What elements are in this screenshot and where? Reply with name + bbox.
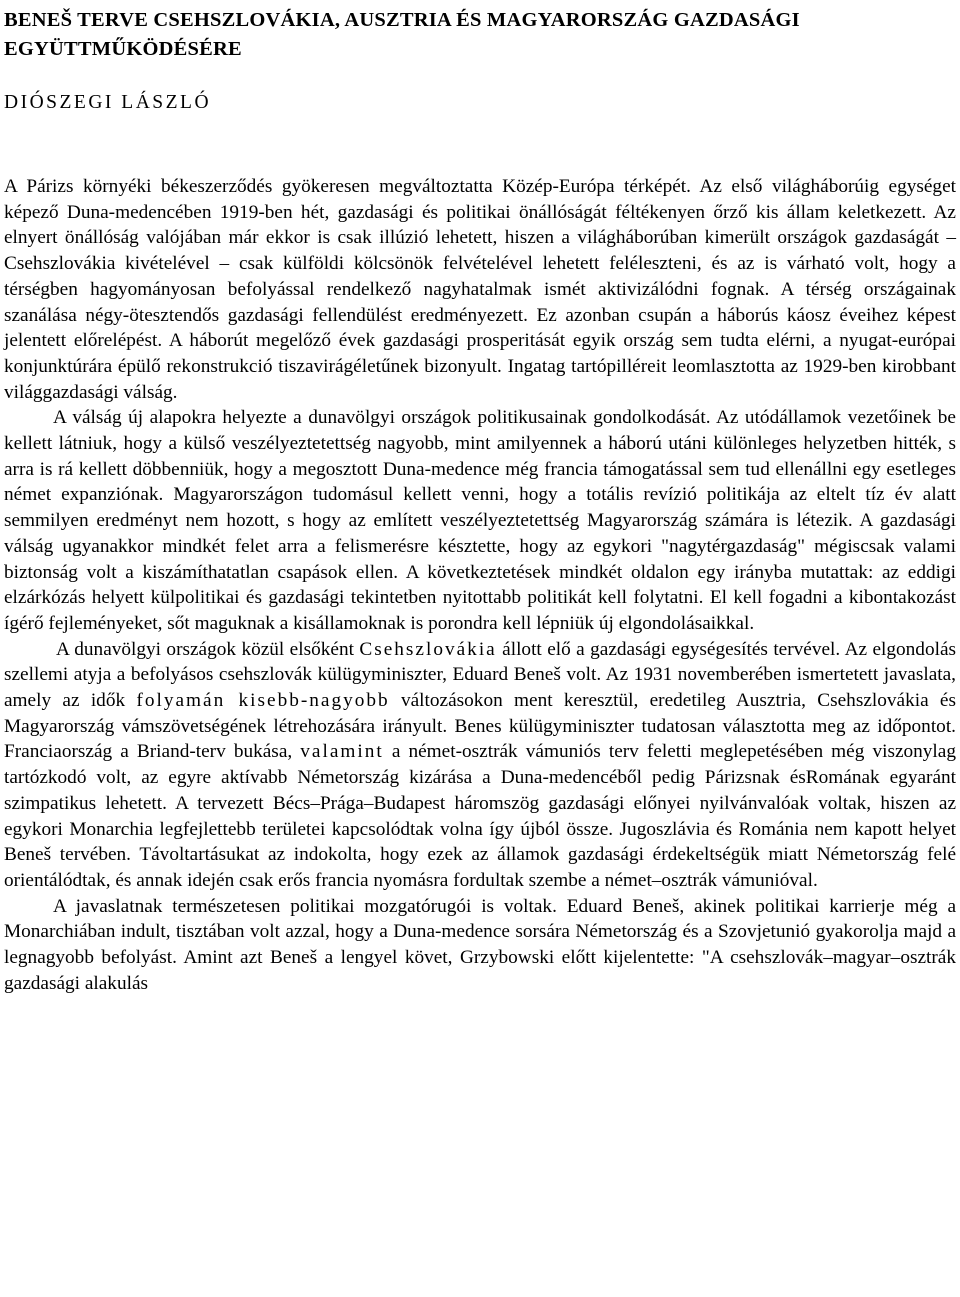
document-body (4, 174, 956, 997)
author-name: DIÓSZEGI LÁSZLÓ (4, 92, 212, 113)
spaced-emphasis: folyamán kisebb-nagyobb (136, 690, 390, 712)
paragraph-1: A Párizs környéki békeszerződés gyökeresen megváltoztatta Közép-Európa térképét. Az első világháborúig egységet képező Duna-medencében 1919-ben hét, gazdasági és politikai önállóságát féltékenyen őrző kis állam keletkezett. Az elnyert önállóság valójában már ekkor is csak illúzió lehetett, hiszen a világháborúban kimerült országok gazdaságát – Csehszlovákia kivételével – csak külföldi kölcsönök felvételével lehetett feléleszteni, és az is várható volt, hogy a térségben hagyományosan befolyással rendelkező nagyhatalmak ismét aktivizálódni fognak. A térség országainak szanálása négy-ötesztendős gazdasági fellendülést eredményezett. Ez azonban csupán a háborús káosz éveihez képest jelentett előrelépést. A háborút megelőző évek gazdasági prosperitását egyik ország sem tudta elérni, a nyugat-európai konjunktúrára épülő rekonstrukció tiszavirágéletűnek bizonyult. Ingatag tartópilléreit leomlasztotta az 1929-ben kirobbant világgazdasági válság. (4, 176, 956, 403)
paragraph-4: A javaslatnak természetesen politikai mozgatórugói is voltak. Eduard Beneš, akinek politikai karrierje még a Monarchiában indult, tisztában volt azzal, hogy a Duna-medence sorsára Németország és a Szovjetunió gyakorolja majd a legnagyobb befolyást. Amint azt Beneš a lengyel követ, Grzybowski előtt kijelentette: "A csehszlovák–magyar–osztrák gazdasági alakulás (4, 895, 956, 994)
paragraph-2: A válság új alapokra helyezte a dunavölgyi országok politikusainak gondolkodását. Az utódállamok vezetőinek be kellett látniuk, hogy a külső veszélyeztetettség nagyobb, mint amilyennek a háború utáni különleges helyzetben hitték, s arra is rá kellett döbbenniük, hogy a megosztott Duna-medence még francia támogatással sem tud ellenállni egy esetleges német expanziónak. Magyarországon tudomásul kellett venni, hogy a totális revízió politikája az eltelt tíz év alatt semmilyen eredményt nem hozott, s hogy az említett veszélyeztetettség Magyarország számára is létezik. A gazdasági válság ugyanakkor mindkét felet arra a felismerésre késztette, hogy az egykori "nagytérgazdaság" mégiscsak valami biztonság volt a kiszámíthatatlan csapások ellen. A következtetések mindkét oldalon egy irányba mutattak: az eddigi elzárkózás helyett külpolitikai és gazdasági tekintetben nyitottabb politikát kell folytatni. El kell fogadni a kibontakozást ígérő fejleményeket, sőt maguknak a kisállamoknak is porondra kell lépniük új elgondolásaikkal. (4, 407, 956, 634)
spaced-emphasis: valamint (300, 741, 384, 763)
document-title: BENEŠ TERVE CSEHSZLOVÁKIA, AUSZTRIA ÉS MAGYARORSZÁG GAZDASÁGI EGYÜTTMŰKÖDÉSÉRE (4, 9, 800, 60)
spaced-emphasis: Csehszlovákia (359, 638, 497, 660)
document-page (4, 6, 957, 994)
paragraph-3: A dunavölgyi országok közül elsőként Csehszlovákia állott elő a gazdasági egységesítés tervével. Az elgondolás szellemi atyja a befolyásos csehszlovák külügyminiszter, Eduard Beneš volt. Az 1931 novemberében ismertetett javaslata, amely az idők folyamán kisebb-nagyobb változásokon ment keresztül, eredetileg Ausztria, Csehszlovákia és Magyarország vámszövetségének létrehozására irányult. Benes külügyminiszter tudatosan választotta meg az időpontot. Franciaország a Briand-terv bukása, valamint a német-osztrák vámuniós terv feletti meglepetésében még viszonylag tartózkodó volt, az egyre aktívabb Németország kizárása a Duna-medencéből pedig Párizsnak ésRomának egyaránt szimpatikus lehetett. A tervezett Bécs–Prága–Budapest háromszög gazdasági előnyei nyilvánvalóak voltak, hiszen az egykori Monarchia legfejlettebb területei kapcsolódtak volna így újból össze. Jugoszlávia és Románia nem kapott helyet Beneš tervében. Távoltartásukat az indokolta, hogy ezek az államok gazdasági érdekeltségük miatt Németország felé orientálódtak, és annak idején csak erős francia nyomásra fordultak szembe a német–osztrák vámunióval. (4, 638, 957, 891)
